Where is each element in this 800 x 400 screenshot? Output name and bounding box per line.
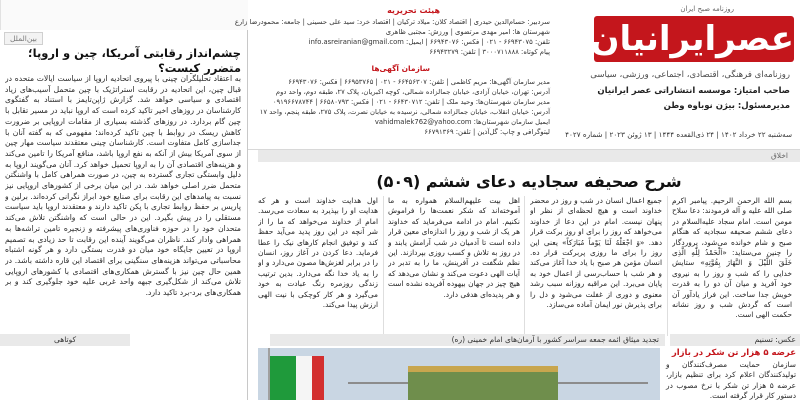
news-photo[interactable] [258,348,660,400]
board-title: هیئت تحریریه [387,6,440,15]
brand-block [565,2,794,148]
board-line: تلفن: ۶۶۹۴۳۰۷۵ - ۰۲۱ | فکس: ۶۶۹۴۳۰۷۶ | ایمیل: info.asreiranian@gmail.com [308,38,550,46]
ads-line: مدیر سازمان آگهی‌ها: مریم کاظمی | تلفن: ۶۶۴۵۶۳۰۷ - ۰۲۱ | ۶۶۹۵۳۷۶۵ | فکس: ۶۶۹۴۳۰۷۶ [288,78,550,86]
photo-label: عکس: تسنیم [670,334,800,346]
photo-caption: تجدید میثاق ائمه جمعه سراسر کشور با آرمان‌های امام خمینی (ره) [270,334,665,346]
article-column: بسم الله الرحمن الرحیم. پیامبر اکرم صلی الله علیه و آله فرمودند: دعا سلاح مومن است. امام سجاد علیه‌السلام در دعای ششم صحیفه سجادیه که هنگام صبح و شام خوانده می‌شود، پروردگار را چنین می‌ستاید: «اَلْحَمْدُ لِلّٰهِ الَّذِی خَلَقَ اللَّیْلَ وَ النَّهَارَ بِقُوَّتِهِ» ستایش خدایی را که شب و روز را به نیروی خود آفرید و میان آن دو را به قدرت خویش جدا ساخت. این فراز یادآور آن است که گردش شب و روز نشانه حکمت الهی است. [672,196,792,320]
ads-line: ایمیل سازمان شهرستان‌ها: vahidmalek762@yahoo.com [374,118,550,126]
article-column: جمیع اعمال انسان در شب و روز در محضر خداوند است و هیچ لحظه‌ای از نظر او پنهان نیست. امام در این دعا از خداوند می‌خواهد که روز را برای او روز برکت قرار دهد. «وَ اجْعَلْهُ لَنَا یَوْماً مُبَارَکاً» یعنی این روز را برای ما روزی پربرکت قرار ده. انسان مؤمن هر صبح با یاد خدا آغاز می‌کند و هر شب با حساب‌رسی از اعمال خود به پایان می‌برد. این مراقبه روزانه سبب رشد معنوی و دوری از غفلت می‌شود و دل را برای پذیرش نور ایمان آماده می‌سازد. [530,196,662,310]
logo-text: عصرایرانیان [590,19,794,59]
short-news-header: کوتاهی [0,334,130,346]
iran-flag-icon [270,356,296,400]
article-headline[interactable]: شرح صحیفه سجادیه دعای ششم (۵۰۹) [376,172,682,191]
short-news-title[interactable]: عرضه ۵ هزار تن شکر در بازار [671,348,796,358]
board-line: پیام کوتاه: ۳۰۰۰۷۱۱۸۸۸ | تلفن: ۶۶۹۴۳۲۷۹ [429,48,550,56]
article-column: اهل بیت علیهم‌السلام همواره به ما آموخته‌اند که شکر نعمت‌ها را فراموش نکنیم. امام در ادامه می‌فرماید که خداوند هر یک از شب و روز را اندازه‌ای معین قرار داده است تا آدمیان در شب آرامش یابند و در روز به تلاش و کسب روزی بپردازند. این نظم شگفت در آفرینش، ما را به تدبر در آیات الهی دعوت می‌کند و نشان می‌دهد که هیچ چیز در جهان بیهوده آفریده نشده است و هر پدیده‌ای هدفی دارد. [388,196,520,299]
column-divider [667,196,668,336]
newspaper-logo[interactable] [590,16,794,62]
international-body: به اعتقاد تحلیلگران چینی با پیروی اتحادیه اروپا از سیاست ایالات متحده در قبال چین، این اتحادیه در رقابت استراتژیک با چین متحمل آسیب‌های زیاد اقتصادی و سیاسی خواهد شد. گزارش ژاپن‌تایمز با استناد به گفتگوی کارشناسان در روزهای اخیر تاکید کرده است که اروپا نباید در مسیر تقابل با چین گام بردارد. در روزهای گذشته بسیاری از مقامات اروپایی بر ضرورت کاهش ریسک در روابط با چین تاکید کرده‌اند؛ مفهومی که به گفته آنان با جداسازی کامل متفاوت است. کارشناسان چینی معتقدند سیاست مهار چین از سوی آمریکا بیش از آنکه به نفع اروپا باشد، منافع آمریکا را تامین می‌کند و هزینه‌های اقتصادی آن را به اروپا تحمیل خواهد کرد. آنان می‌گویند اروپا به دلیل وابستگی تجاری گسترده به چین، در صورت همراهی کامل با واشنگتن متحمل ضرر اصلی خواهد شد. در این میان برخی از کشورهای اروپایی نیز نسبت به پیامدهای این رقابت برای صنایع خود ابراز نگرانی کرده‌اند. برلین و پاریس بر حفظ روابط تجاری با پکن تاکید دارند و معتقدند اروپا باید سیاست مستقلی را در پیش بگیرد. این در حالی است که واشنگتن تلاش می‌کند متحدان خود را در حوزه فناوری‌های پیشرفته و زنجیره تامین تراشه‌ها به همراهی وادار کند. ناظران می‌گویند آینده این رقابت تا حد زیادی به تصمیم اروپا در تعیین جایگاه خود میان دو قدرت بستگی دارد و هر گونه اشتباه محاسباتی می‌تواند هزینه‌های سنگینی برای اقتصاد این قاره داشته باشد. در همین حال چین نیز با گسترش همکاری‌های اقتصادی با کشورهای اروپایی تلاش می‌کند از شکل‌گیری جبهه واحد غربی علیه خود جلوگیری کند و بر همکاری‌های برد-برد تاکید دارد. [5,74,241,298]
issue-dateline: سه‌شنبه ۲۲ خرداد ۱۴۰۲ | ۲۴ ذی‌القعده ۱۴۴۴ | ۱۳ ژوئن ۲۰۲۳ | شماره ۴۰۲۷ [565,130,792,139]
ads-line: مدیر سازمان شهرستان‌ها: وحید ملک | تلفن: ۶۶۴۳۰۷۱۲ - ۰۲۱ | فکس: ۶۶۵۸۰۷۹۳ | ۰۹۱۹۶۶۷۸۷۴۴ [272,98,550,106]
section-tag-international[interactable]: بین‌الملل [4,32,43,45]
section-bar [258,150,800,162]
shrine-image [408,366,558,400]
article-column: اول هدایت خداوند است و هر که هدایت او را بپذیرد به سعادت می‌رسد. امام از خداوند می‌خواهد که ما را از شر آنچه در این روز پدید می‌آید حفظ کند و توفیق انجام کارهای نیک را عطا فرماید. دعا کردن در آغاز روز، انسان را در برابر لغزش‌ها مصون می‌دارد و او را به یاد خدا نگه می‌دارد. بدین ترتیب زندگی روزمره رنگ عبادت به خود می‌گیرد و هر کار کوچکی با نیت الهی ارزش پیدا می‌کند. [258,196,378,310]
editor-line: مدیرمسئول: بیژن نوباوه وطن [663,101,790,111]
board-line: شهرستان ها: امیر مهدی مرتضوی | ورزش: مجتبی ظاهری [385,28,550,36]
ads-line: لیتوگرافی و چاپ: گل‌آذین | تلفن: ۶۶۷۹۱۳۶۹ [424,128,550,136]
short-news-box [664,348,800,400]
short-news-body: سازمان حمایت مصرف‌کنندگان و تولیدکنندگان اعلام کرد برای تنظیم بازار، عرضه ۵ هزار تن شکر با نرخ مصوب در دستور کار قرار گرفته است. [666,360,796,400]
section-tag-ethics[interactable]: اخلاق [770,151,788,160]
column-divider [524,196,525,336]
iran-flag-icon [296,356,312,400]
brand-top: روزنامه صبح ایران [680,5,734,13]
owner-line: صاحب امتیاز: موسسه انتشاراتی عصر ایرانیان [597,86,790,96]
iran-flag-icon [312,356,324,400]
board-line: سردبیر: حسام‌الدین حیدری | اقتصاد کلان: میلاد ترکیان | اقتصاد خرد: سید علی حسینی | جامعه: محمودرضا زارع [234,18,550,26]
ads-line: آدرس: خیابان انقلاب، خیابان جمالزاده شمالی، نرسیده به خیابان نصرت، پلاک ۲۷۵، طبقه پنجم، واحد ۱۷ [259,108,550,116]
ads-line: آدرس: تهران، خیابان آزادی، خیابان جمالزاده شمالی، کوچه اکبریان، پلاک ۲۷، طبقه دوم، واحد دوم [275,88,550,96]
international-headline[interactable]: چشم‌انداز رقابتی آمریکا، چین و اروپا؛ متضرر کیست؟ [28,46,241,75]
ads-title: سازمان آگهی‌ها [371,64,430,73]
editorial-board [234,6,550,146]
column-divider [383,196,384,336]
tagline: روزنامه‌ای فرهنگی، اقتصادی، اجتماعی، ورزشی، سیاسی [590,70,790,80]
